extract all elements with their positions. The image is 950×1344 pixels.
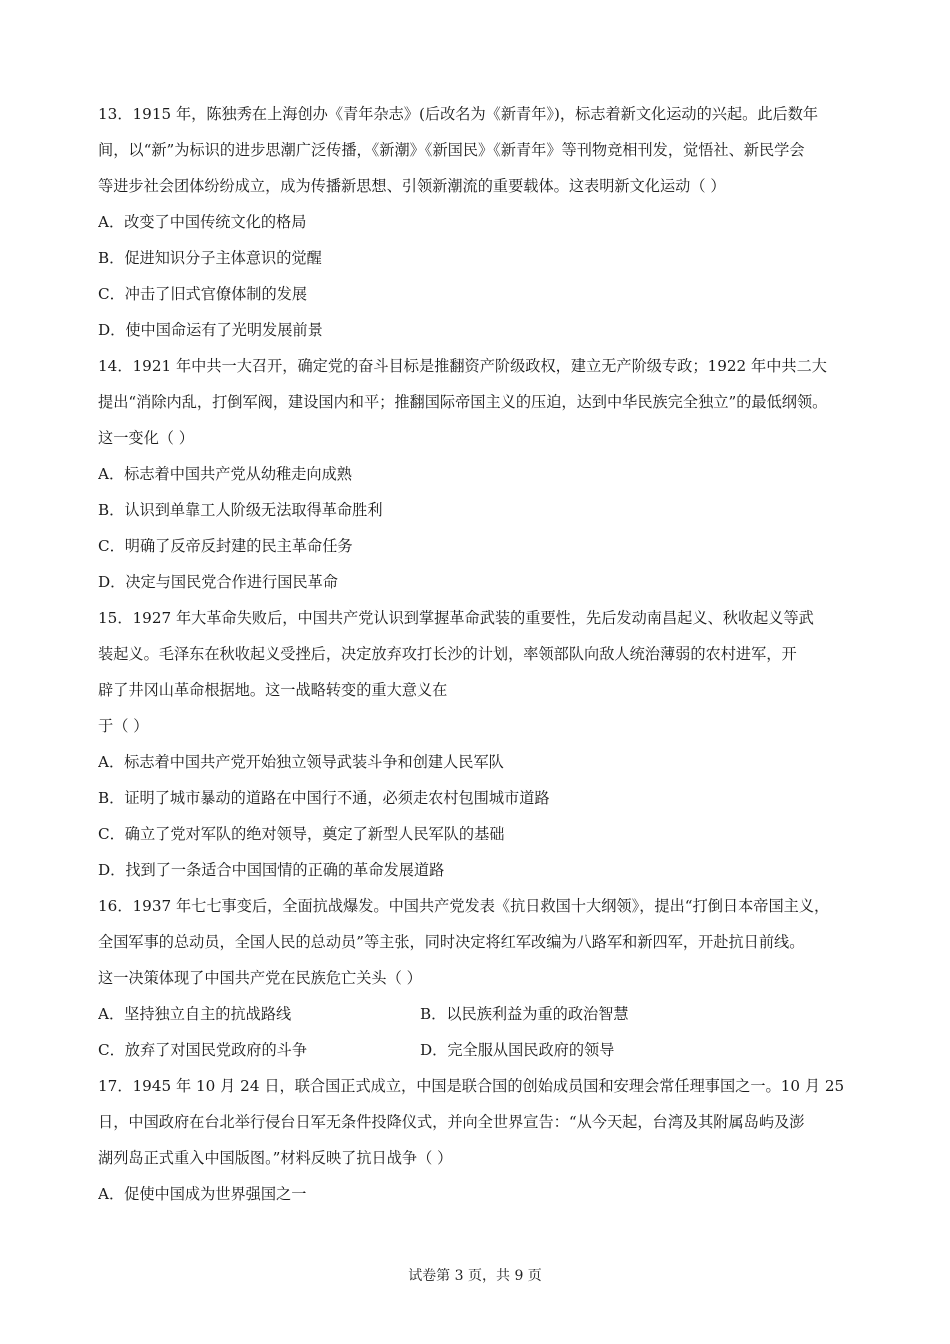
question-16-option-a: A．坚持独立自主的抗战路线 [98, 1005, 292, 1023]
question-14-option-b: B．认识到单靠工人阶级无法取得革命胜利 [98, 501, 383, 519]
question-16 [98, 888, 864, 1068]
question-14-option-c: C．明确了反帝反封建的民主革命任务 [98, 537, 353, 555]
question-17-stem-line-1: 17．1945 年 10 月 24 日，联合国正式成立，中国是联合国的创始成员国和安理会常任理事国之一。10 月 25 [98, 1077, 845, 1095]
question-15-stem-line-1: 15．1927 年大革命失败后，中国共产党认识到掌握革命武装的重要性，先后发动南昌起义、秋收起义等武 [98, 609, 814, 627]
question-13-option-b: B．促进知识分子主体意识的觉醒 [98, 249, 322, 267]
question-13 [98, 96, 864, 348]
question-15 [98, 600, 864, 888]
question-16-option-d: D．完全服从国民政府的领导 [420, 1041, 615, 1059]
question-13-stem-line-2: 间，以“新”为标识的进步思潮广泛传播，《新潮》《新国民》《新青年》等刊物竞相刊发，觉悟社、新民学会 [98, 141, 805, 159]
question-17 [98, 1068, 864, 1212]
question-14-option-a: A．标志着中国共产党从幼稚走向成熟 [98, 465, 352, 483]
question-15-option-a: A．标志着中国共产党开始独立领导武装斗争和创建人民军队 [98, 753, 504, 771]
question-16-options-row-2 [98, 1032, 864, 1068]
question-15-stem-line-3: 辟了井冈山革命根据地。这一战略转变的重大意义在 [98, 681, 448, 699]
question-13-option-a: A．改变了中国传统文化的格局 [98, 213, 307, 231]
question-15-option-b: B．证明了城市暴动的道路在中国行不通，必须走农村包围城市道路 [98, 789, 550, 807]
question-16-options-row-1 [98, 996, 864, 1032]
question-17-option-a: A．促使中国成为世界强国之一 [98, 1185, 307, 1203]
question-14-stem-line-2: 提出“消除内乱，打倒军阀，建设国内和平；推翻国际帝国主义的压迫，达到中华民族完全独立”的最低纲领。 [98, 393, 828, 411]
question-17-stem-line-2: 日，中国政府在台北举行侵台日军无条件投降仪式，并向全世界宣告：“从今天起，台湾及其附属岛屿及澎 [98, 1113, 805, 1131]
question-13-stem-line-3: 等进步社会团体纷纷成立，成为传播新思想、引领新潮流的重要载体。这表明新文化运动（ ） [98, 177, 726, 195]
page-footer: 试卷第 3 页，共 9 页 [408, 1268, 542, 1284]
question-13-option-d: D．使中国命运有了光明发展前景 [98, 321, 323, 339]
question-16-stem-line-1: 16．1937 年七七事变后，全面抗战爆发。中国共产党发表《抗日救国十大纲领》，提出“打倒日本帝国主义， [98, 897, 830, 915]
question-14-stem-line-3: 这一变化（ ） [98, 429, 194, 447]
question-16-option-b: B．以民族利益为重的政治智慧 [420, 1005, 629, 1023]
question-13-stem-line-1: 13．1915 年，陈独秀在上海创办《青年杂志》(后改名为《新青年》)，标志着新文化运动的兴起。此后数年 [98, 105, 819, 123]
question-17-stem-line-3: 湖列岛正式重入中国版图。”材料反映了抗日战争（ ） [98, 1149, 453, 1167]
question-16-stem-line-3: 这一决策体现了中国共产党在民族危亡关头（ ） [98, 969, 422, 987]
question-15-option-c: C．确立了党对军队的绝对领导，奠定了新型人民军队的基础 [98, 825, 505, 843]
question-14-option-d: D．决定与国民党合作进行国民革命 [98, 573, 338, 591]
question-15-option-d: D．找到了一条适合中国国情的正确的革命发展道路 [98, 861, 445, 879]
question-14-stem-line-1: 14．1921 年中共一大召开，确定党的奋斗目标是推翻资产阶级政权，建立无产阶级专政；1922 年中共二大 [98, 357, 827, 375]
question-16-stem-line-2: 全国军事的总动员，全国人民的总动员”等主张，同时决定将红军改编为八路军和新四军，开赴抗日前线。 [98, 933, 805, 951]
exam-page [98, 96, 864, 1212]
question-13-option-c: C．冲击了旧式官僚体制的发展 [98, 285, 308, 303]
question-14 [98, 348, 864, 600]
question-15-stem-line-4: 于（ ） [98, 717, 149, 735]
question-16-option-c: C．放弃了对国民党政府的斗争 [98, 1041, 308, 1059]
question-15-stem-line-2: 装起义。毛泽东在秋收起义受挫后，决定放弃攻打长沙的计划，率领部队向敌人统治薄弱的农村进军，开 [98, 645, 797, 663]
